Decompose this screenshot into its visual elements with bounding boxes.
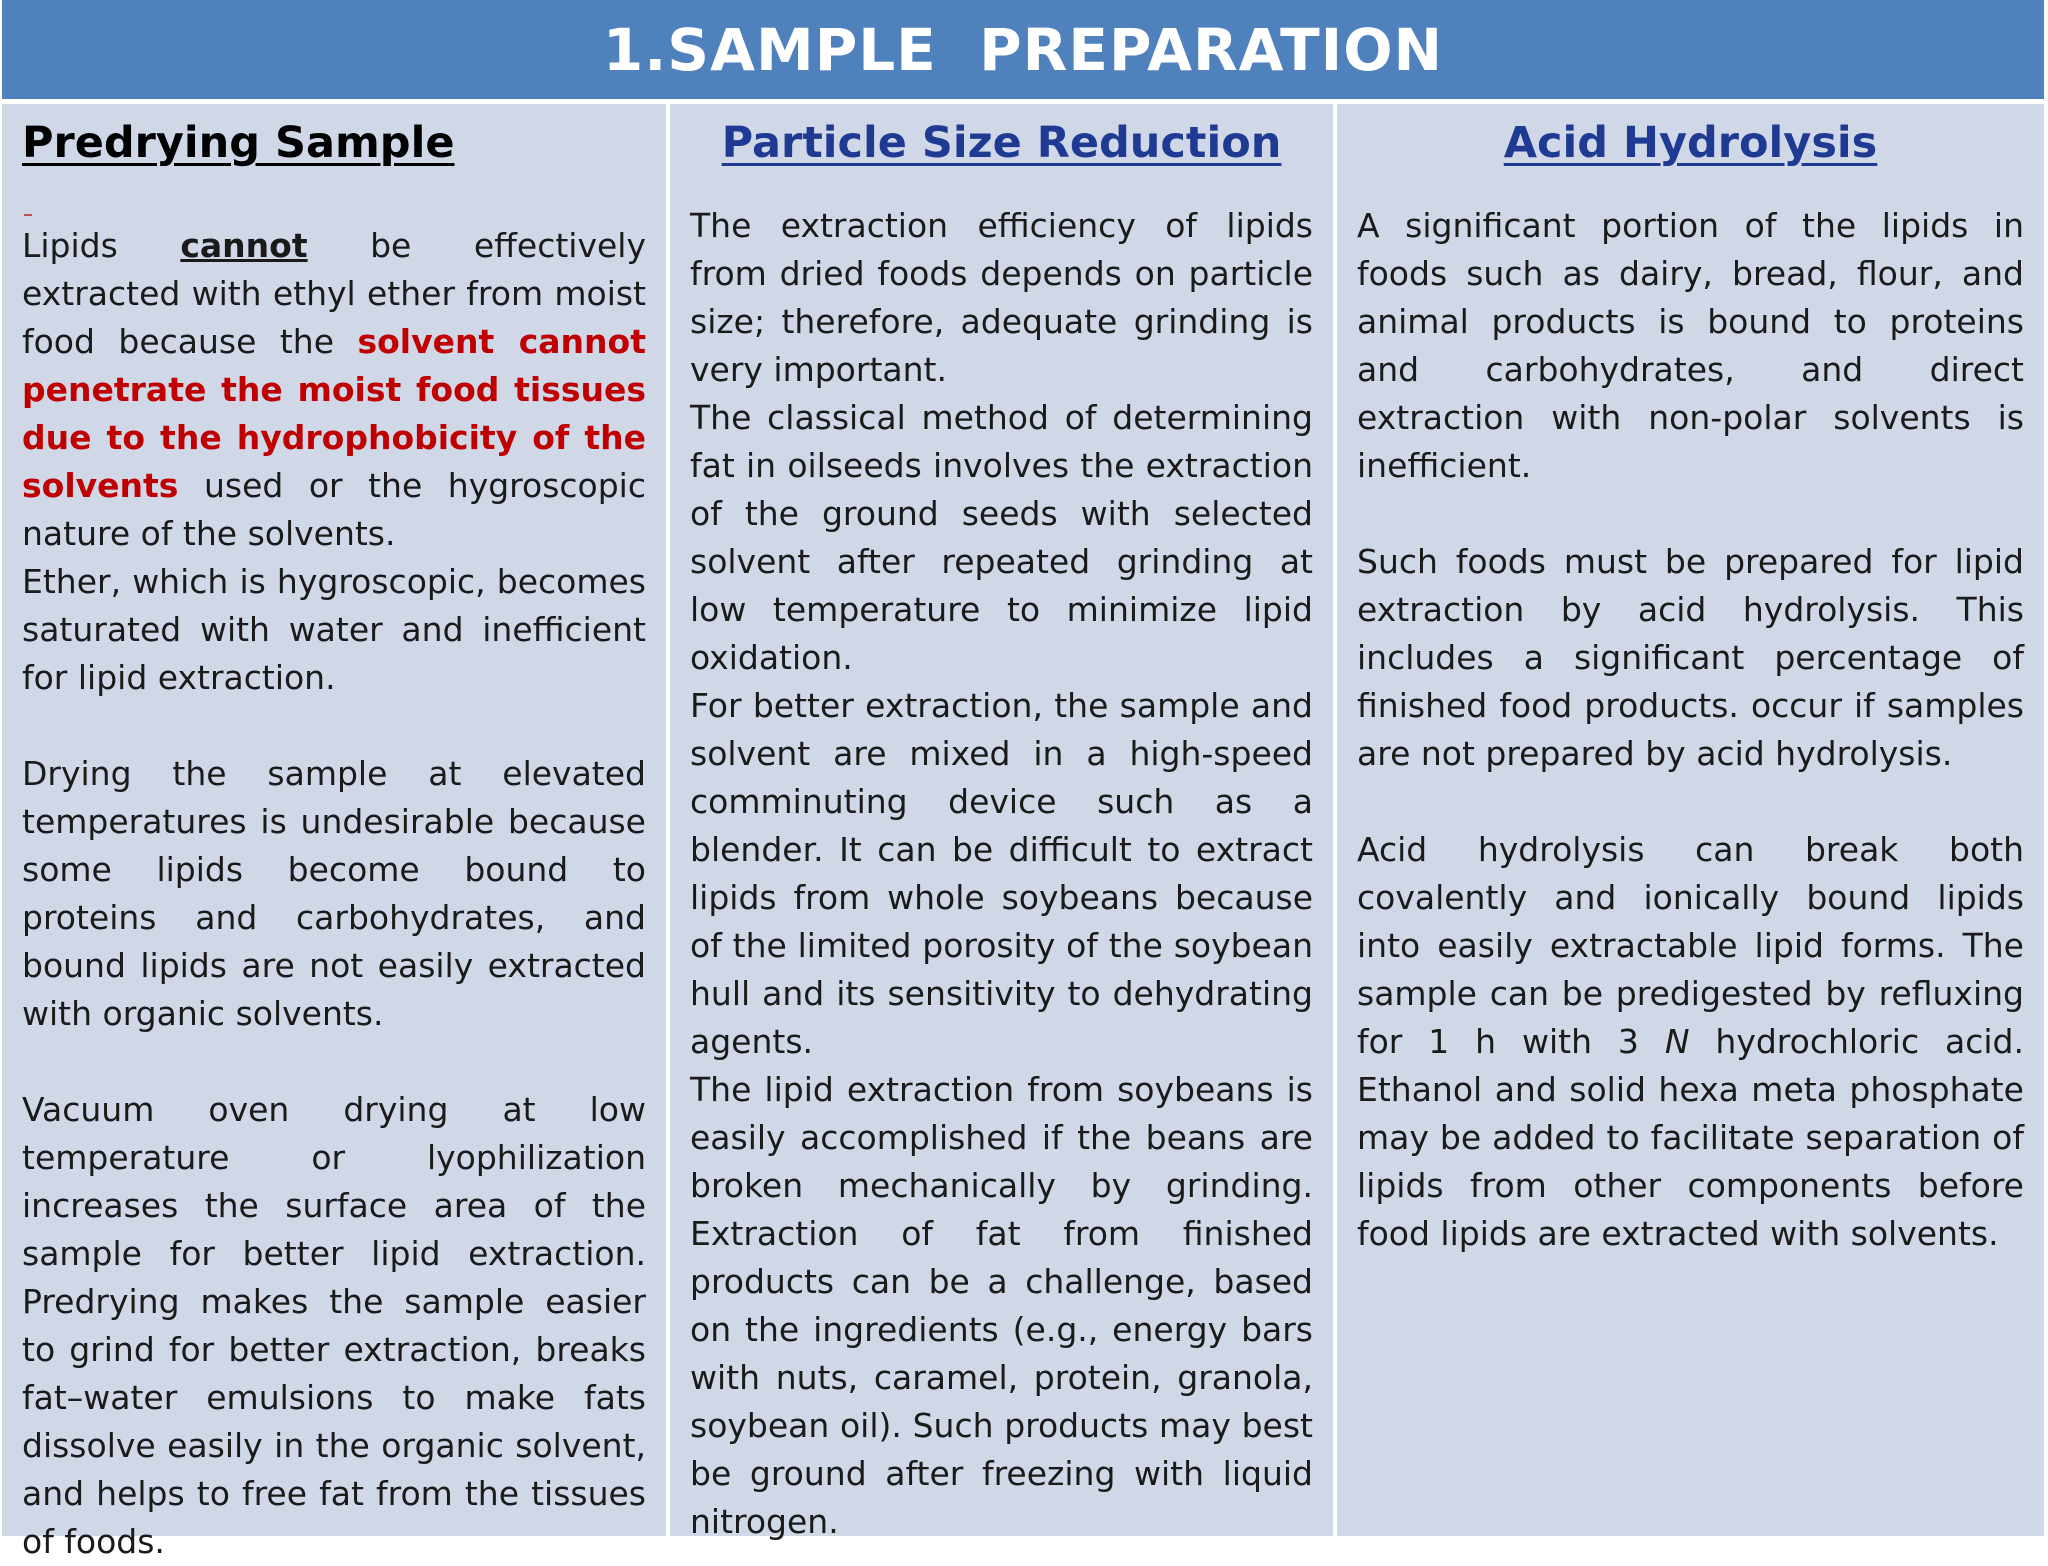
text-run: Acid hydrolysis can break both covalently and ionically bound lipids into easily extractable lipid forms. The sample can be predigested by refluxing for 1 h with 3 (1357, 830, 2024, 1061)
paragraph: A significant portion of the lipids in foods such as dairy, bread, flour, and animal products is bound to proteins and carbohydrates, and direct extraction with non-polar solvents is inefficient. (1357, 206, 2024, 485)
text-run: hydrochloric acid. Ethanol and solid hexa meta phosphate may be added to facilitate separation of lipids from other components before food lipids are extracted with solvents. (1357, 1022, 2024, 1253)
paragraph: The classical method of determining fat in oilseeds involves the extraction of the ground seeds with selected solvent after repeated grinding at low temperature to minimize lipid oxidation. (690, 398, 1313, 677)
paragraph (1357, 826, 2024, 1258)
paragraph: Drying the sample at elevated temperatures is undesirable because some lipids become bound to proteins and carbohydrates, and bound lipids are not easily extracted with organic solvents. (22, 754, 646, 1033)
column-title-particle-size: Particle Size Reduction (721, 118, 1282, 168)
column-body-particle-size (690, 202, 1313, 1546)
highlighted-text: solvent cannot penetrate the moist food tissues due to the hydrophobicity of the solvents (22, 322, 646, 505)
paragraph: For better extraction, the sample and solvent are mixed in a high-speed comminuting device such as a blender. It can be difficult to extract lipids from whole soybeans because of the limited porosity of the soybean hull and its sensitivity to dehydrating agents. (690, 686, 1313, 1061)
italic-text: N (1664, 1022, 1690, 1061)
column-acid-hydrolysis (1333, 104, 2044, 1536)
paragraph: Ether, which is hygroscopic, becomes saturated with water and inefficient for lipid extraction. (22, 562, 646, 697)
paragraph (22, 222, 646, 558)
column-title-acid-hydrolysis: Acid Hydrolysis (1503, 118, 1878, 168)
column-predrying (2, 104, 666, 1561)
column-particle-size (666, 104, 1333, 1541)
text-run: be effectively extracted with ethyl ether from moist food because the (22, 226, 646, 361)
content-columns (2, 104, 2044, 1561)
decorative-dash (24, 214, 32, 216)
column-body-predrying (22, 222, 646, 1566)
paragraph: The extraction efficiency of lipids from dried foods depends on particle size; therefore, adequate grinding is very important. (690, 206, 1313, 389)
page-title: 1.SAMPLE PREPARATION (602, 15, 1444, 84)
paragraph: The lipid extraction from soybeans is easily accomplished if the beans are broken mechanically by grinding. Extraction of fat from finished products can be a challenge, based on the ingredients (e.g., energy bars with nuts, caramel, protein, granola, soybean oil). Such products may best be ground after freezing with liquid nitrogen. (690, 1070, 1313, 1541)
column-body-acid-hydrolysis (1357, 202, 2024, 1258)
text-run: Lipids (22, 226, 181, 265)
paragraph: Such foods must be prepared for lipid extraction by acid hydrolysis. This includes a significant percentage of finished food products. occur if samples are not prepared by acid hydrolysis. (1357, 542, 2024, 773)
text-run: used or the hygroscopic nature of the solvents. (22, 466, 646, 553)
header-bar (2, 0, 2044, 102)
emphasis-text: cannot (180, 226, 308, 265)
paragraph: Vacuum oven drying at low temperature or lyophilization increases the surface area of the sample for better lipid extraction. Predrying makes the sample easier to grind for better extraction, breaks fat–water emulsions to make fats dissolve easily in the organic solvent, and helps to free fat from the tissues of foods. (22, 1090, 646, 1561)
column-title-predrying: Predrying Sample (22, 118, 455, 168)
